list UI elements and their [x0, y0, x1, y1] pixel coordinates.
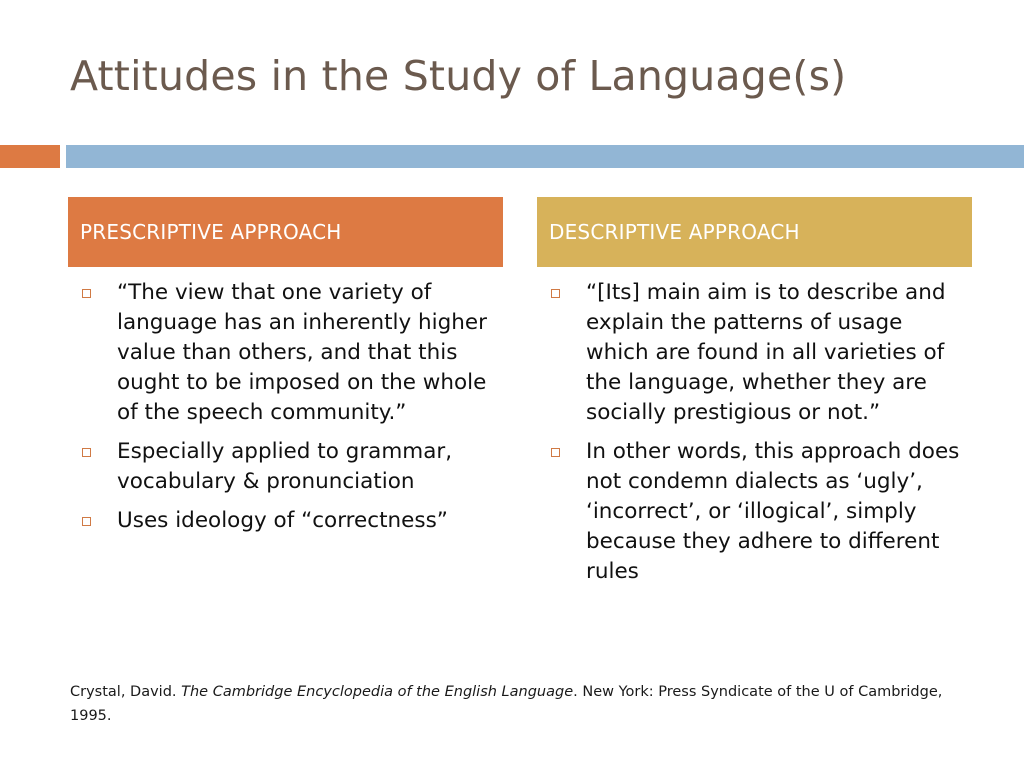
square-bullet-icon	[82, 517, 91, 526]
square-bullet-icon	[82, 448, 91, 457]
descriptive-header-label: DESCRIPTIVE APPROACH	[549, 220, 800, 244]
list-item	[78, 437, 498, 497]
list-item	[78, 278, 498, 428]
citation-author: Crystal, David.	[70, 684, 182, 700]
list-item	[547, 278, 967, 428]
prescriptive-bullet-list	[78, 278, 498, 545]
slide-title: Attitudes in the Study of Language(s)	[70, 52, 847, 100]
bullet-text: “[Its] main aim is to describe and explain the patterns of usage which are found in all varieties of the language, whether they are socially prestigious or not.”	[586, 280, 946, 425]
square-bullet-icon	[82, 289, 91, 298]
bullet-text: “The view that one variety of language has an inherently higher value than others, and that this ought to be imposed on the whole of the speech community.”	[117, 280, 487, 425]
prescriptive-header-label: PRESCRIPTIVE APPROACH	[80, 220, 342, 244]
accent-bar-blue	[66, 145, 1024, 168]
bullet-text: In other words, this approach does not condemn dialects as ‘ugly’, ‘incorrect’, or ‘illogical’, simply because they adhere to different rules	[586, 439, 960, 584]
descriptive-bullet-list	[547, 278, 967, 596]
prescriptive-header	[68, 197, 503, 267]
bullet-text: Especially applied to grammar, vocabulary & pronunciation	[117, 439, 453, 494]
square-bullet-icon	[551, 289, 560, 298]
accent-bar-orange	[0, 145, 60, 168]
square-bullet-icon	[551, 448, 560, 457]
citation-publisher: . New York: Press Syndicate of the U of Cambridge, 1995.	[70, 684, 943, 724]
bullet-text: Uses ideology of “correctness”	[117, 508, 448, 533]
citation	[70, 680, 960, 728]
descriptive-header	[537, 197, 972, 267]
citation-book-title: The Cambridge Encyclopedia of the English Language	[181, 684, 574, 700]
list-item	[78, 506, 498, 536]
list-item	[547, 437, 967, 587]
